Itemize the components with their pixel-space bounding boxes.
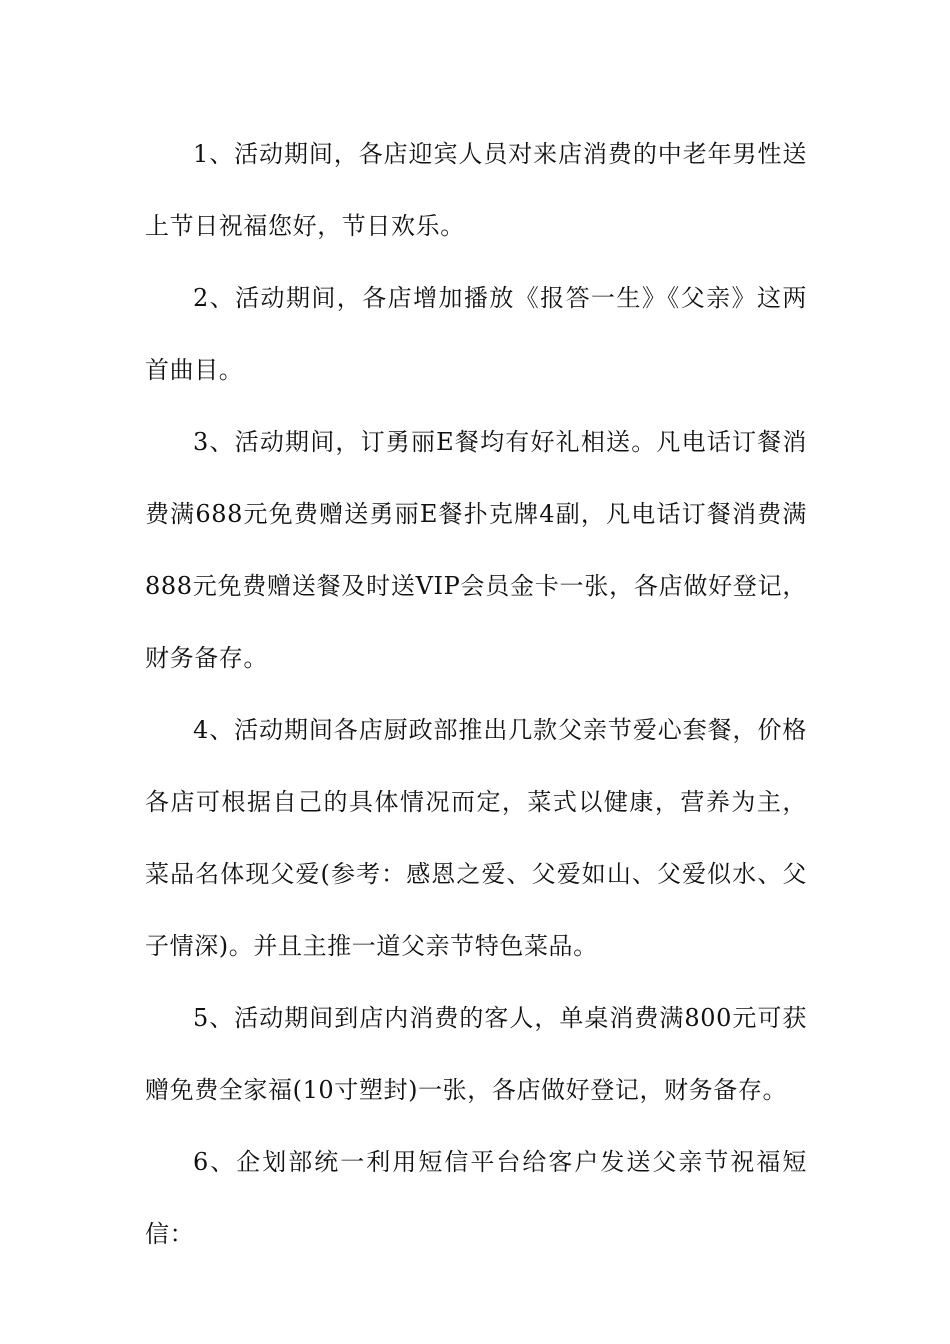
paragraph-3: 3、活动期间，订勇丽E餐均有好礼相送。凡电话订餐消费满688元免费赠送勇丽E餐扑克牌4副，凡电话订餐消费满888元免费赠送餐及时送VIP会员金卡一张，各店做好登记，财务备存。 [145, 428, 807, 672]
paragraph-6: 6、企划部统一利用短信平台给客户发送父亲节祝福短信： [145, 1148, 807, 1248]
paragraph-5: 5、活动期间到店内消费的客人，单桌消费满800元可获赠免费全家福(10寸塑封)一张，各店做好登记，财务备存。 [145, 1004, 807, 1104]
document-body [145, 118, 807, 1270]
paragraph-2: 2、活动期间，各店增加播放《报答一生》《父亲》这两首曲目。 [145, 284, 807, 384]
paragraph-1: 1、活动期间，各店迎宾人员对来店消费的中老年男性送上节日祝福您好，节日欢乐。 [145, 140, 807, 240]
paragraph-4: 4、活动期间各店厨政部推出几款父亲节爱心套餐，价格各店可根据自己的具体情况而定，菜式以健康，营养为主，菜品名体现父爱(参考：感恩之爱、父爱如山、父爱似水、父子情深)。并且主推一道父亲节特色菜品。 [145, 716, 807, 960]
